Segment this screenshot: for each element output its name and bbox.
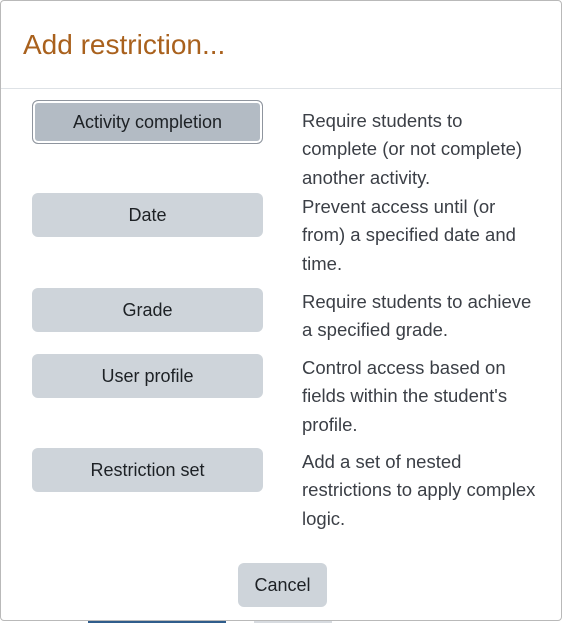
restriction-set-button[interactable]: Restriction set	[32, 448, 263, 492]
user-profile-button[interactable]: User profile	[32, 354, 263, 398]
grade-description: Require students to achieve a specified grade.	[302, 291, 532, 341]
grade-button[interactable]: Grade	[32, 288, 263, 332]
dialog-header	[1, 1, 561, 89]
restriction-set-description: Add a set of nested restrictions to apply complex logic.	[302, 451, 536, 529]
date-button[interactable]: Date	[32, 193, 263, 237]
activity-completion-description: Require students to complete (or not complete) another activity.	[302, 110, 523, 188]
dialog-title: Add restriction...	[23, 29, 226, 60]
activity-completion-button[interactable]: Activity completion	[32, 100, 263, 144]
cancel-button[interactable]: Cancel	[238, 563, 327, 607]
user-profile-description: Control access based on fields within the student's profile.	[302, 357, 508, 435]
date-description: Prevent access until (or from) a specified date and time.	[302, 196, 516, 274]
